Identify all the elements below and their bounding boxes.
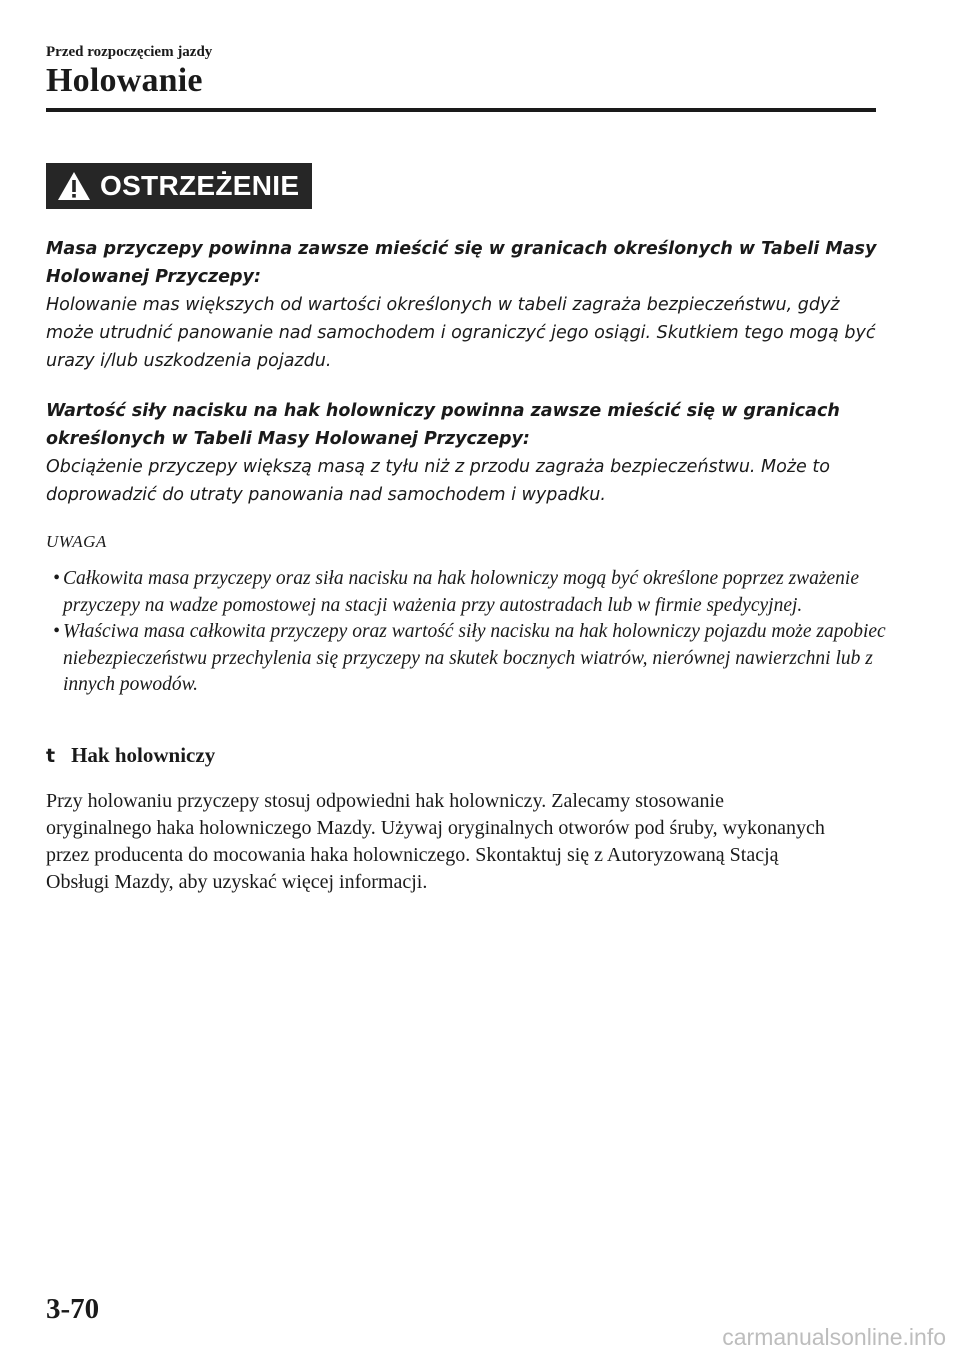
warning-banner <box>46 163 312 209</box>
warning-item-lead: Masa przyczepy powinna zawsze mieścić się w granicach określonych w Tabeli Masy Holowanej Przyczepy: <box>46 239 877 287</box>
section-heading <box>46 743 215 768</box>
note-list <box>46 566 886 699</box>
warning-item-body: Holowanie mas większych od wartości określonych w tabeli zagraża bezpieczeństwu, gdyż może utrudnić panowanie nad samochodem i ograniczyć jego osiągi. Skutkiem tego mogą być urazy i/lub uszkodzenia pojazdu. <box>46 295 876 371</box>
note-item-text: Właściwa masa całkowita przyczepy oraz wartość siły nacisku na hak holowniczy pojazdu może zapobiec niebezpieczeństwu przechylenia się przyczepy na skutek bocznych wiatrów, nierównej nawierzchni lub z innych powodów. <box>63 621 886 695</box>
warning-item-body: Obciążenie przyczepy większą masą z tyłu niż z przodu zagraża bezpieczeństwu. Może to doprowadzić do utraty panowania nad samochodem i wypadku. <box>46 457 830 505</box>
warning-item <box>46 397 886 509</box>
section-label: Przed rozpoczęciem jazdy <box>46 44 213 60</box>
page-title: Holowanie <box>46 62 203 99</box>
title-divider <box>46 108 876 112</box>
note-item-text: Całkowita masa przyczepy oraz siła nacisku na hak holowniczy mogą być określone poprzez zważenie przyczepy na wadze pomostowej na stacji ważenia przy autostradach lub w firmie spedycyjnej. <box>63 568 859 616</box>
section-marker-icon: t <box>46 745 56 767</box>
bullet-icon: • <box>53 621 60 642</box>
warning-label: OSTRZEŻENIE <box>100 170 300 201</box>
section-body: Przy holowaniu przyczepy stosuj odpowiedni hak holowniczy. Zalecamy stosowanie oryginalnego haka holowniczego Mazdy. Używaj oryginalnych otworów pod śruby, wykonanych przez producenta do mocowania haka holowniczego. Skontaktuj się z Autoryzowaną Stacją Obsługi Mazdy, aby uzyskać więcej informacji. <box>46 790 825 893</box>
warning-item-lead: Wartość siły nacisku na hak holowniczy powinna zawsze mieścić się w granicach określonych w Tabeli Masy Holowanej Przyczepy: <box>46 401 840 449</box>
note-heading: UWAGA <box>46 532 107 551</box>
bullet-icon: • <box>53 568 60 589</box>
note-item <box>46 619 886 699</box>
warning-item <box>46 235 886 375</box>
page-number: 3-70 <box>46 1293 100 1325</box>
note-item <box>46 566 886 619</box>
section-title: Hak holowniczy <box>71 743 216 767</box>
watermark: carmanualsonline.info <box>722 1324 946 1350</box>
warning-triangle-icon <box>56 170 92 202</box>
